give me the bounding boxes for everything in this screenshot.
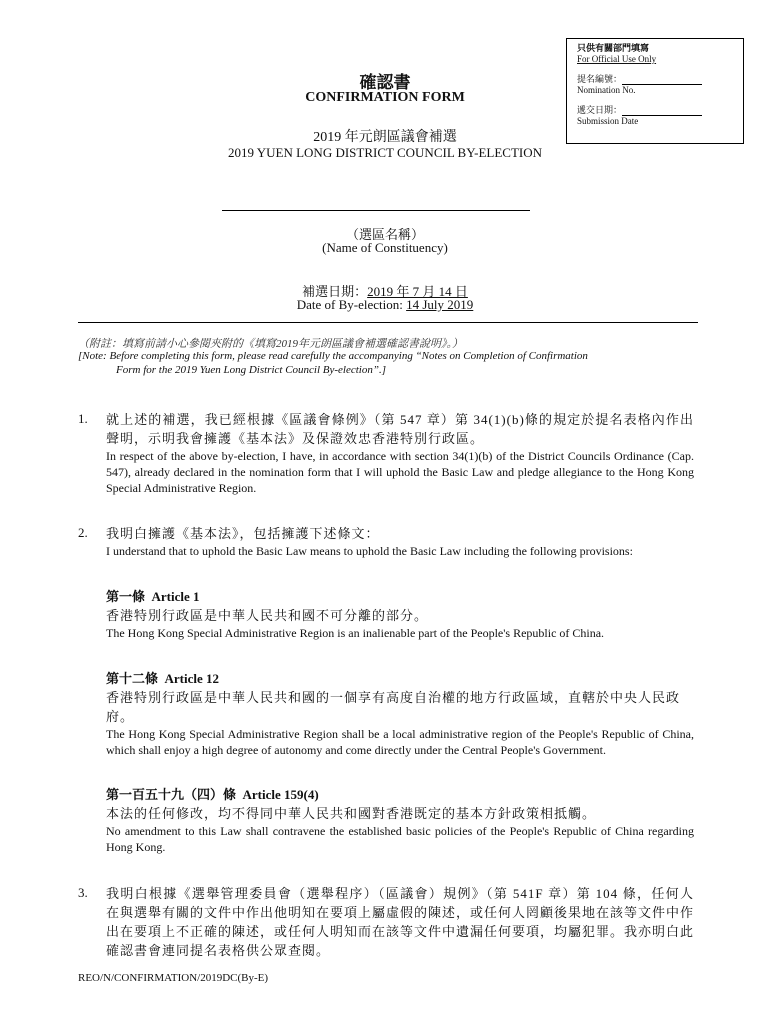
clause-2 bbox=[78, 524, 694, 559]
official-use-title-en: For Official Use Only bbox=[577, 54, 657, 64]
article-text-zh: 香港特別行政區是中華人民共和國不可分離的部分。 bbox=[106, 608, 429, 623]
clause-number: 1. bbox=[78, 411, 88, 426]
article-text-en: No amendment to this Law shall contravene the established basic policies of the People's Republic of China regarding Hong Kong. bbox=[106, 824, 694, 854]
submission-date-line bbox=[622, 106, 702, 116]
note-en-line1: [Note: Before completing this form, please read carefully the accompanying “Notes on Completion of Confirmation bbox=[78, 350, 588, 362]
submission-date-label-zh: 遞交日期： bbox=[577, 105, 623, 115]
form-code: REO/N/CONFIRMATION/2019DC(By-E) bbox=[78, 972, 269, 984]
article-heading bbox=[106, 786, 694, 804]
constituency-input-line[interactable] bbox=[222, 210, 530, 211]
form-title-en: CONFIRMATION FORM bbox=[305, 90, 465, 105]
clause-text-en: I understand that to uphold the Basic Law means to uphold the Basic Law including the following provisions: bbox=[106, 544, 633, 558]
form-title-zh: 確認書 bbox=[359, 73, 411, 92]
clause-text-en: In respect of the above by-election, I have, in accordance with section 34(1)(b) of the District Councils Ordinance (Cap. 547), already declared in the nomination form that I will uphold the Basic Law and pledge allegiance to the Hong Kong Special Administrative Region. bbox=[106, 449, 694, 495]
article-text-zh: 香港特別行政區是中華人民共和國的一個享有高度自治權的地方行政區域，直轄於中央人民政府。 bbox=[106, 690, 681, 724]
nomination-no-label-zh: 提名編號： bbox=[577, 74, 623, 84]
nomination-no-label-en: Nomination No. bbox=[577, 85, 636, 95]
clause-number: 2. bbox=[78, 525, 88, 540]
article-text-zh: 本法的任何修改，均不得同中華人民共和國對香港既定的基本方針政策相抵觸。 bbox=[106, 806, 597, 821]
clause-1 bbox=[78, 410, 694, 496]
article-heading-en: Article 1 bbox=[151, 589, 200, 604]
article-heading-en: Article 12 bbox=[164, 671, 220, 686]
election-title-zh: 2019 年元朗區議會補選 bbox=[313, 130, 457, 145]
article-heading-zh: 第十二條 bbox=[106, 671, 159, 686]
clause-number: 3. bbox=[78, 885, 88, 900]
submission-date-label-en: Submission Date bbox=[577, 116, 639, 126]
note-zh: （附註：填寫前請小心參閱夾附的《填寫2019年元朗區議會補選確認書說明》。） bbox=[78, 338, 463, 350]
byelection-date-value-en: 14 July 2019 bbox=[406, 297, 474, 312]
note-en-line2: Form for the 2019 Yuen Long District Council By-election”.] bbox=[116, 364, 386, 376]
clause-text-zh: 我明白擁護《基本法》，包括擁護下述條文： bbox=[106, 526, 380, 541]
clause-text-zh: 就上述的補選，我已經根據《區議會條例》（第 547 章）第 34(1)(b)條的規定於提名表格內作出聲明，示明我會擁護《基本法》及保證效忠香港特別行政區。 bbox=[106, 412, 694, 446]
article-text-en: The Hong Kong Special Administrative Region is an inalienable part of the People's Republic of China. bbox=[106, 626, 605, 640]
election-title-en: 2019 YUEN LONG DISTRICT COUNCIL BY-ELECTION bbox=[227, 145, 543, 160]
article-heading-zh: 第一百五十九（四）條 bbox=[106, 787, 237, 802]
article-text-en: The Hong Kong Special Administrative Region shall be a local administrative region of the People's Republic of China, which shall enjoy a high degree of autonomy and come directly under the Central People's Government. bbox=[106, 727, 694, 757]
byelection-date-label-en: Date of By-election: bbox=[296, 297, 407, 312]
divider bbox=[78, 322, 698, 323]
byelection-date-value-zh: 2019 年 7 月 14 日 bbox=[367, 284, 468, 299]
article-159-4 bbox=[106, 786, 694, 855]
constituency-label-zh: （選區名稱） bbox=[345, 227, 424, 242]
article-1 bbox=[106, 588, 694, 641]
article-heading-zh: 第一條 bbox=[106, 589, 146, 604]
note-en bbox=[78, 349, 698, 377]
article-heading bbox=[106, 670, 694, 688]
article-heading-en: Article 159(4) bbox=[242, 787, 319, 802]
byelection-date-label-zh: 補選日期： bbox=[302, 284, 368, 299]
clause-3 bbox=[78, 884, 694, 960]
official-use-title-zh: 只供有關部門填寫 bbox=[577, 43, 650, 53]
clause-text-zh: 我明白根據《選舉管理委員會（選舉程序）（區議會）規例》（第 541F 章）第 104 條，任何人在與選舉有關的文件中作出他明知在要項上屬虛假的陳述，或任何人罔顧後果地在該等文件中作出在要項上不正確的陳述，或任何人明知而在該等文件中遺漏任何要項，均屬犯罪。我亦明白此確認書會連同提名表格供公眾查閱。 bbox=[106, 886, 695, 958]
byelection-date-en bbox=[0, 297, 770, 313]
article-heading bbox=[106, 588, 694, 606]
article-12 bbox=[106, 670, 694, 758]
submission-date-field[interactable] bbox=[577, 105, 733, 127]
constituency-label-en: (Name of Constituency) bbox=[322, 240, 448, 255]
